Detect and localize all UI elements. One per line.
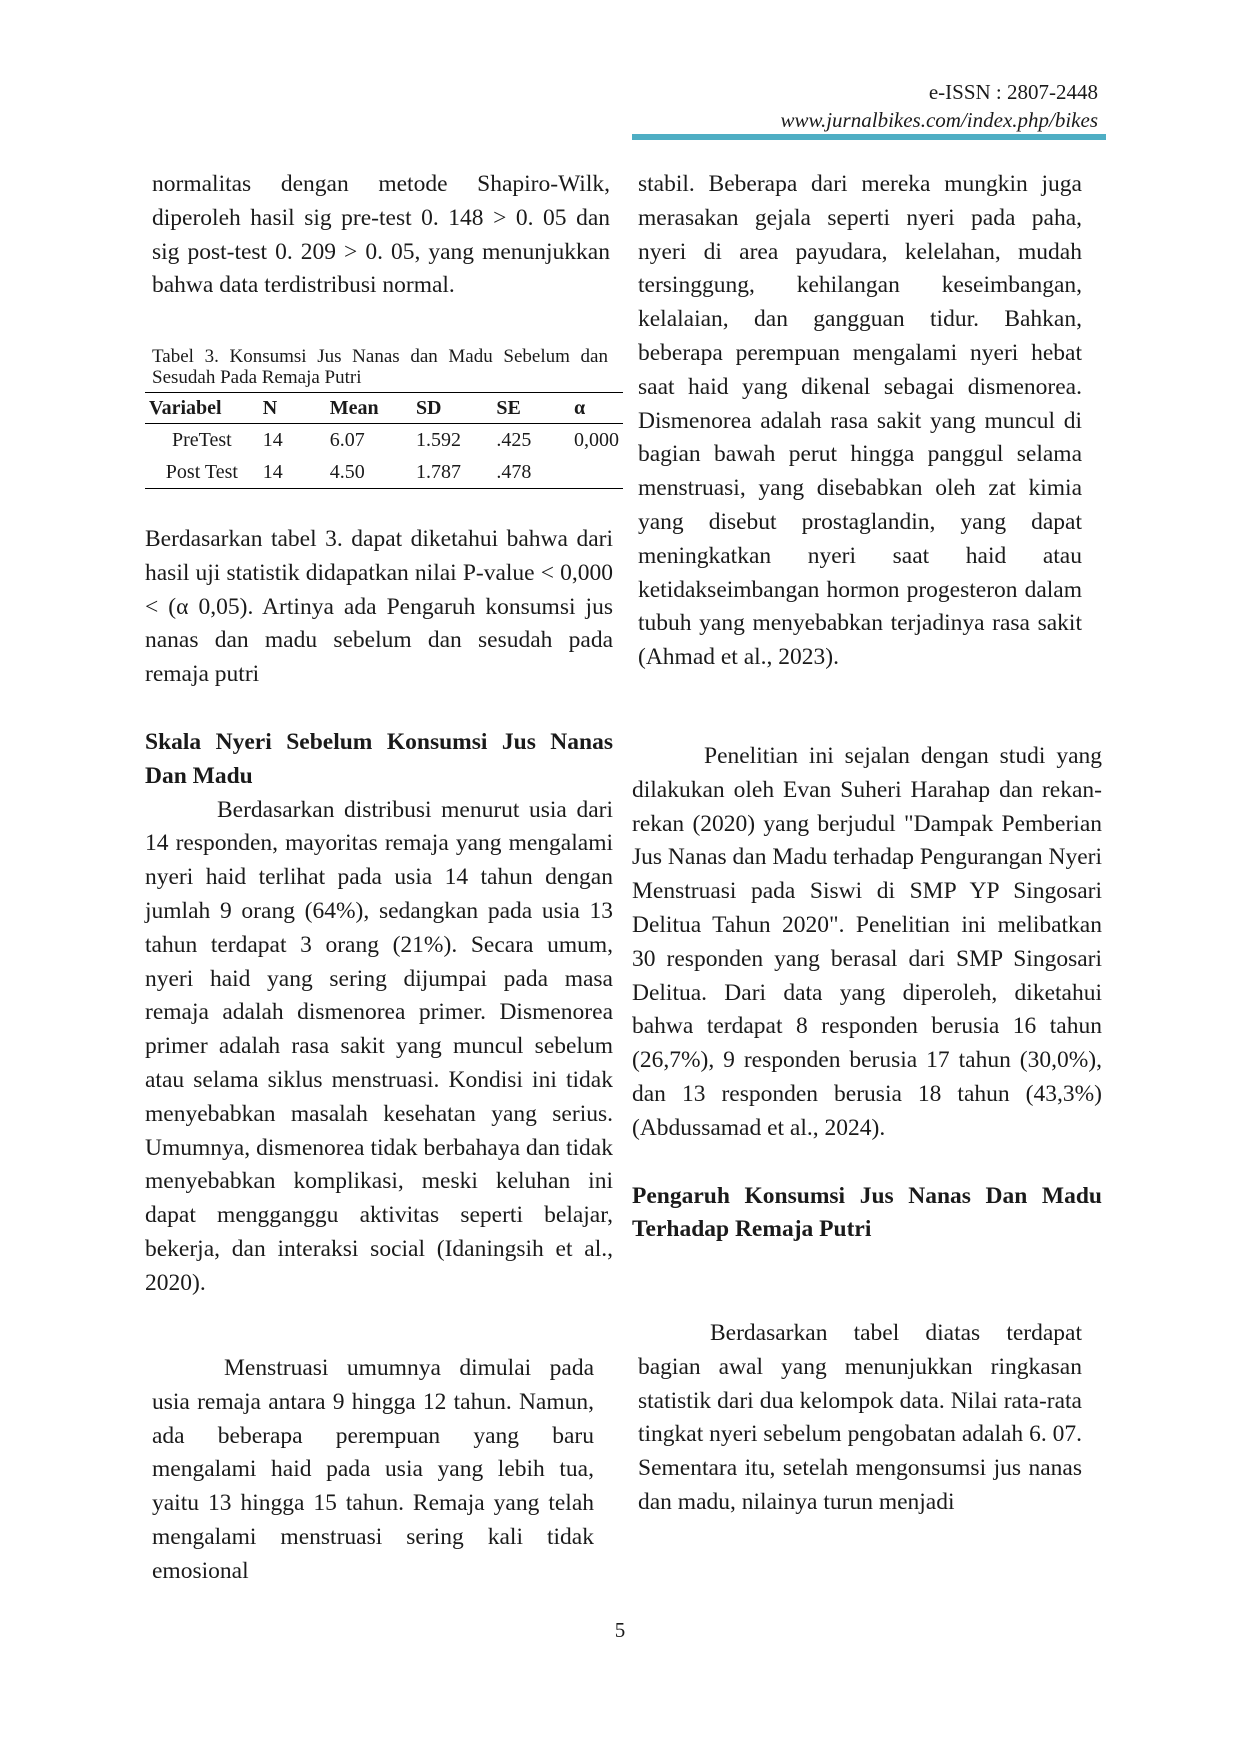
cell-n: 14 [262, 428, 283, 451]
right-column-study [632, 740, 1102, 1247]
related-study-paragraph: Penelitian ini sejalan dengan studi yang dilakukan oleh Evan Suheri Harahap dan rekan-rekan (2020) yang berjudul "Dampak Pemberian Jus Nanas dan Madu terhadap Pengurangan Nyeri Menstruasi pada Siswi di SMP YP Singosari Delitua Tahun 2020". Penelitian ini melibatkan 30 responden yang berasal dari SMP Singosari Delitua. Dari data yang diperoleh, diketahui bahwa terdapat 8 responden berusia 16 tahun (26,7%), 9 responden berusia 17 tahun (30,0%), dan 13 responden berusia 18 tahun (43,3%) (Abdussamad et al., 2024). [632, 743, 1102, 1141]
issn-text: e-ISSN : 2807-2448 [928, 80, 1098, 104]
summary-statistics-paragraph: Berdasarkan tabel diatas terdapat bagian awal yang menunjukkan ringkasan statistik dari dua kelompok data. Nilai rata-rata tingkat nyeri sebelum pengobatan adalah 6. 07. Sementara itu, setelah mengonsumsi jus nanas dan madu, nilainya turun menjadi [638, 1320, 1082, 1515]
table-result-paragraph: Berdasarkan tabel 3. dapat diketahui bahwa dari hasil uji statistik didapatkan nilai P-value < 0,000 < (α 0,05). Artinya ada Pengaruh konsumsi jus nanas dan madu sebelum dan sesudah pada remaja putri [145, 526, 613, 688]
header-alpha: α [570, 393, 623, 424]
cell-n: 14 [259, 456, 326, 489]
left-column-menstruation [152, 1352, 594, 1589]
cell-variabel: PreTest [172, 428, 232, 451]
cell-alpha [570, 456, 623, 489]
table-row [145, 424, 623, 457]
section-heading-pain-scale: Skala Nyeri Sebelum Konsumsi Jus Nanas Dan Madu [145, 728, 613, 789]
normality-paragraph: normalitas dengan metode Shapiro-Wilk, diperoleh hasil sig pre-test 0. 148 > 0. 05 dan sig post-test 0. 209 > 0. 05, yang menunjukkan bahwa data terdistribusi normal. [152, 171, 610, 299]
journal-url[interactable]: www.jurnalbikes.com/index.php/bikes [780, 108, 1098, 132]
menstruation-age-paragraph: Menstruasi umumnya dimulai pada usia remaja antara 9 hingga 12 tahun. Namun, ada beberapa perempuan yang baru mengalami haid pada usia yang lebih tua, yaitu 13 hingga 15 tahun. Remaja yang telah mengalami menstruasi sering kali tidak emosional [152, 1355, 594, 1584]
left-column-body [145, 523, 613, 1301]
header-divider [632, 134, 1106, 140]
cell-variabel: Post Test [145, 456, 259, 489]
header-sd: SD [412, 393, 492, 424]
cell-mean: 6.07 [329, 428, 365, 451]
left-column-intro [152, 168, 610, 303]
age-distribution-paragraph: Berdasarkan distribusi menurut usia dari 14 responden, mayoritas remaja yang mengalami nyeri haid terlihat pada usia 14 tahun dengan jumlah 9 orang (64%), sedangkan pada usia 13 tahun terdapat 3 orang (21%). Secara umum, nyeri haid yang sering dijumpai pada masa remaja adalah dismenorea primer. Dismenorea primer adalah rasa sakit yang muncul sebelum atau selama siklus menstruasi. Kondisi ini tidak menyebabkan masalah kesehatan yang serius. Umumnya, dismenorea tidak berbahaya dan tidak menyebabkan komplikasi, meski keluhan ini dapat mengganggu aktivitas seperti belajar, bekerja, dan interaksi social (Idaningsih et al., 2020). [145, 796, 613, 1296]
dysmenorrhea-paragraph: stabil. Beberapa dari mereka mungkin juga merasakan gejala seperti nyeri pada paha, nyeri di area payudara, kelelahan, mudah tersinggung, kehilangan keseimbangan, kelalaian, dan gangguan tidur. Bahkan, beberapa perempuan mengalami nyeri hebat saat haid yang dikenal sebagai dismenorea. Dismenorea adalah rasa sakit yang muncul di bagian bawah perut hingga panggul selama menstruasi, yang disebabkan oleh zat kimia yang disebut prostaglandin, yang dapat meningkatkan nyeri saat haid atau ketidakseimbangan hormon progesteron dalam tubuh yang menyebabkan terjadinya rasa sakit (Ahmad et al., 2023). [638, 171, 1082, 671]
cell-sd: 1.592 [415, 428, 461, 451]
table-caption: Tabel 3. Konsumsi Jus Nanas dan Madu Sebelum dan Sesudah Pada Remaja Putri [152, 346, 608, 388]
cell-alpha: 0,000 [574, 428, 619, 451]
right-column-bottom [638, 1317, 1082, 1520]
cell-se: .478 [492, 456, 570, 489]
right-column-top [638, 168, 1082, 675]
cell-sd: 1.787 [412, 456, 492, 489]
header-variabel: Variabel [145, 393, 259, 424]
header-mean: Mean [326, 393, 412, 424]
page-number: 5 [614, 1618, 626, 1642]
header-n: N [259, 393, 326, 424]
table-row [145, 456, 623, 489]
cell-se: .425 [496, 428, 532, 451]
statistics-table [145, 392, 623, 489]
journal-header [781, 78, 1098, 134]
table-header-row [145, 393, 623, 424]
cell-mean: 4.50 [326, 456, 412, 489]
header-se: SE [492, 393, 570, 424]
section-heading-effect: Pengaruh Konsumsi Jus Nanas Dan Madu Terhadap Remaja Putri [632, 1182, 1102, 1243]
